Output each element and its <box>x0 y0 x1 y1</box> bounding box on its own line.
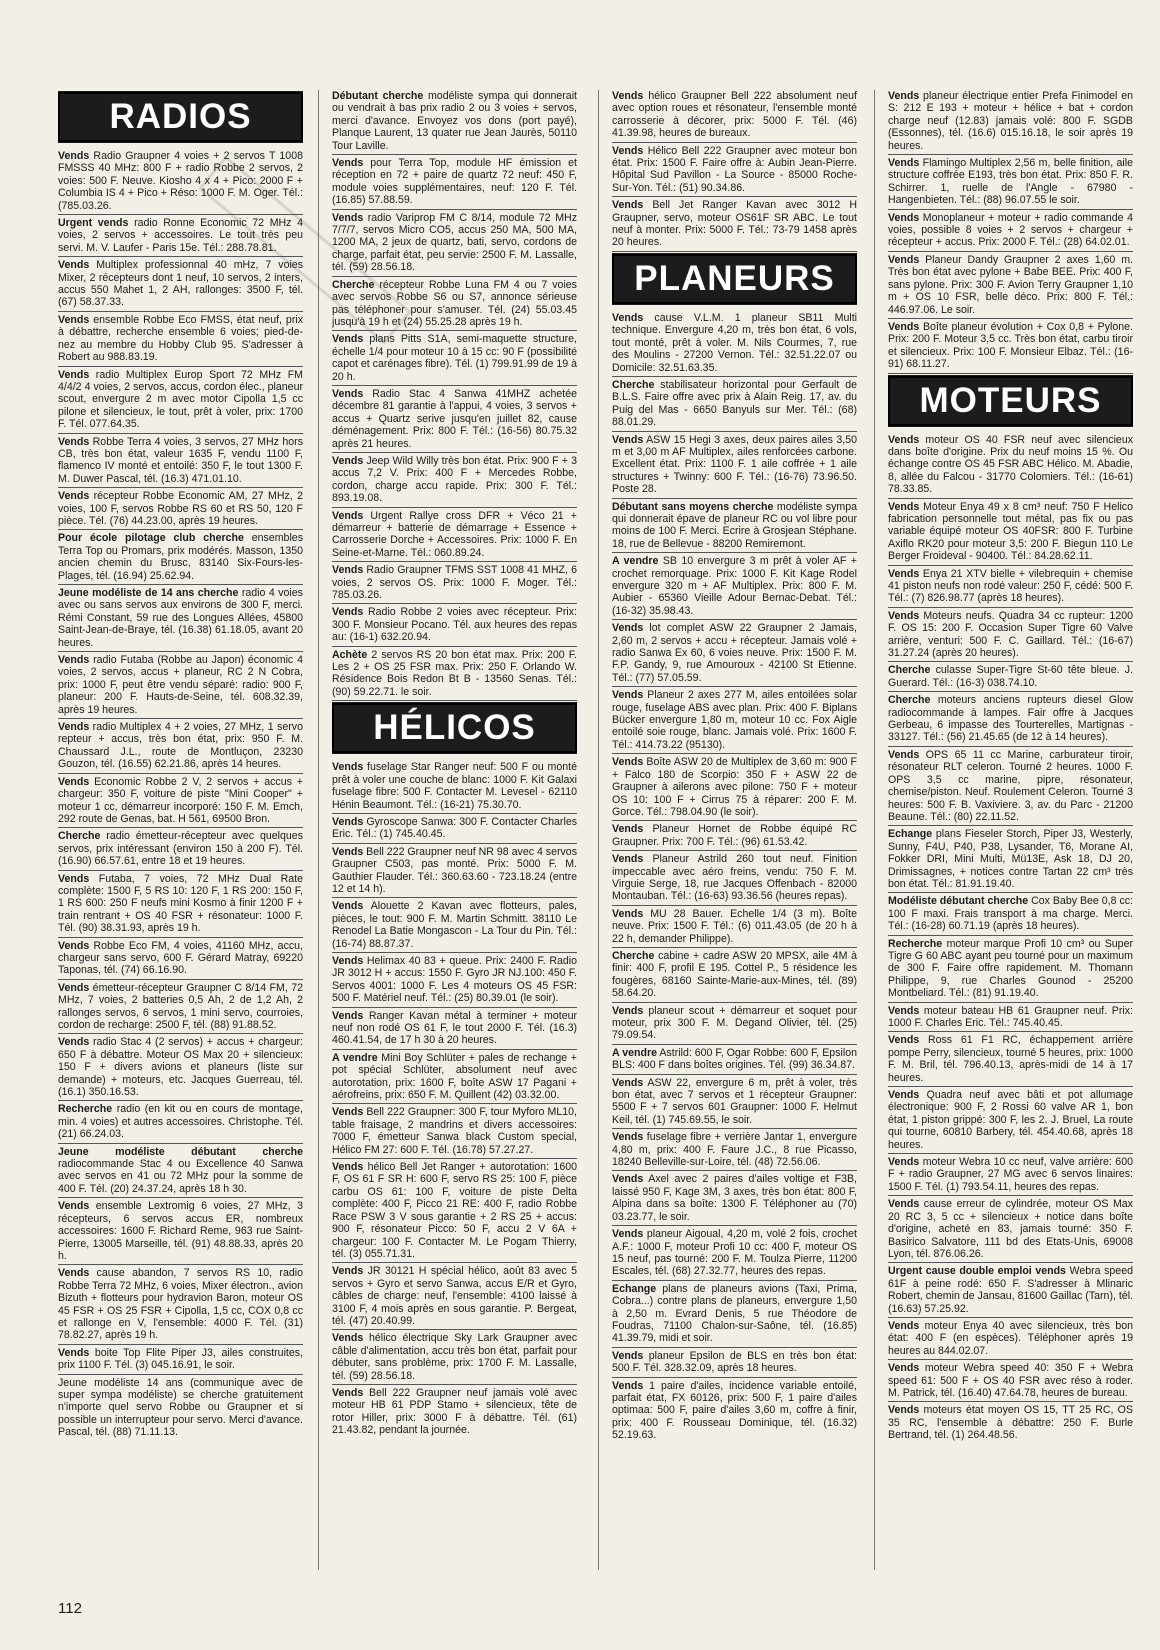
classified-ad <box>612 1283 857 1348</box>
ad-lead: Cherche <box>612 949 655 962</box>
classified-ad <box>332 279 577 332</box>
classified-ad <box>332 761 577 814</box>
ad-text: Boîte ASW 20 de Multiplex de 3,60 m: 900 F + Falco 180 de Scorpio: 350 F + ASW 22 de Graupner à ailerons avec pilone: 750 F + moteur OS 10: 100 F + Cirrus 75 à réparer: 200 F. M. Gorce. Tél.: 798.04.90 (le soir). <box>612 756 857 818</box>
ad-text: Multiplex professionnal 40 mHz, 7 voies Mixer, 2 récepteurs dont 1 neuf, 10 servos, 2 inters, accus 550 Mahet 1, 2 AH, rallonges: 3500 F, tél. (67) 58.37.33. <box>58 259 303 309</box>
ad-text: Radio Stac 4 Sanwa 41MHZ achetée décembre 81 garantie à l'appui, 4 voies, 3 servos + accus + Quartz serive jusqu'en juillet 82, cause déménagement. Prix: 800 F. Tél.: (16-56) 80.75.32 après 21 heures. <box>332 387 577 450</box>
ad-lead: Vends <box>332 1161 364 1174</box>
ad-lead: Vends <box>888 90 920 102</box>
ad-lead: Vends <box>612 199 644 212</box>
ad-lead: Cherche <box>888 664 931 677</box>
ad-text: MU 28 Bauer. Echelle 1/4 (3 m). Boîte neuve. Prix: 1500 F. Tél.: (6) 011.43.05 (de 20 h à 22 h, demander Philippe). <box>612 907 857 945</box>
classified-ad <box>612 434 857 499</box>
classified-ad <box>58 1103 303 1143</box>
ad-text: plans Pitts S1A, semi-maquette structure, échelle 1/4 pour moteur 10 à 15 cc: 90 F (possibilité capot et carénages fibre). Tél. (1) 799.91.99 de 19 à 20 h. <box>332 333 577 383</box>
ad-text: Bell Jet Ranger Kavan avec 3012 H Graupner, servo, moteur OS61F SR ABC. Le tout neuf à monter. Prix: 5000 F. Tél.: 73-79 1458 après 20 heures. <box>612 199 857 249</box>
ad-lead: Vends <box>58 150 90 162</box>
ad-lead: Vends <box>58 1346 90 1359</box>
classified-ad <box>612 1005 857 1045</box>
ad-text: Hélico Bell 222 Graupner avec moteur bon état. Prix: 1500 F. Faire offre à: Aubin Jean-Pierre. Hôpital Sud Pavillon - La Source - 85000 Roche-Sur-Yon. Tél.: (51) 90.34.86. <box>612 144 857 194</box>
ad-text: pour Terra Top, module HF émission et réception en 72 + paire de quartz 72 neuf: 450 F, module voies supplémentaires, neuf: 120 F. Tél. (16.85) 57.88.59. <box>332 157 577 207</box>
classified-ad <box>58 587 303 652</box>
ad-lead: Achète <box>332 648 368 661</box>
classified-ad <box>58 1377 303 1441</box>
classified-ad <box>58 259 303 312</box>
ad-text: moteurs anciens rupteurs diesel Glow radiocommande à lampes. Fair offre à Jacques Gerbeau, 6 impasse des Tourterelles, Martignas - 33127. Tél.: (56) 21.45.65 (de 12 à 14 heures). <box>888 694 1133 744</box>
classified-ad <box>58 1200 303 1265</box>
ad-lead: Vends <box>332 606 364 619</box>
ad-lead: Vends <box>58 368 90 381</box>
classified-ad <box>612 1228 857 1281</box>
section-header: RADIOS <box>58 92 303 142</box>
ad-text: radio émetteur-récepteur avec quelques servos, prix intéressant (environ 150 à 200 F). Tél. (16.90) 66.57.61, entre 18 et 19 heures. <box>58 830 303 868</box>
classified-ad <box>888 1156 1133 1196</box>
classified-ad <box>888 254 1133 319</box>
ad-lead: Vends <box>332 1265 364 1278</box>
ad-text: Moteur Enya 49 x 8 cm³ neuf: 750 F Helico fabrication personnelle tout métal, pas fix ou pas variable équipé moteur OS 40FSR: 800 F. Turbine Axiflo RK20 pour moteur 3,5: 200 F. Biegun 110 Le Berger Froideval - 90400. Tél.: 84.28.62.11. <box>888 500 1133 563</box>
ad-lead: Vends <box>332 761 364 774</box>
ad-text: moteur Enya 40 avec silencieux, très bon état: 400 F (en espèces). Téléphoner après 19 heures au 844.02.07. <box>888 1319 1133 1357</box>
ad-lead: Vends <box>58 490 90 503</box>
classified-ad <box>612 1131 857 1171</box>
ad-lead: Vends <box>888 1404 920 1417</box>
classified-ad <box>58 776 303 829</box>
classified-ad <box>888 1404 1133 1443</box>
ad-lead: Vends <box>612 1228 644 1241</box>
ad-lead: Vends <box>332 845 364 858</box>
ad-lead: Vends <box>888 1034 920 1047</box>
ad-text: boite Top Flite Piper J3, ailes construites, prix 1100 F. Tél. (3) 045.16.91, le soir. <box>58 1346 303 1372</box>
classified-ad <box>888 610 1133 663</box>
ad-text: Helimax 40 83 + queue. Prix: 2400 F. Radio JR 3012 H + accus: 1550 F. Gyro JR NJ.100: 450 F. Servos 4001: 1000 F. Les 4 moteurs OS 45 FSR: 500 F. Matériel neuf. Tél.: (25) 80.39.01 (le soir). <box>332 954 577 1005</box>
classified-ad <box>332 455 577 508</box>
ad-lead: Pour école pilotage club cherche <box>58 532 244 545</box>
ad-text: moteur bateau HB 61 Graupner neuf. Prix: 1000 F. Charles Eric. Tél.: 745.40.45. <box>888 1004 1133 1029</box>
column-2 <box>332 90 577 1570</box>
classified-ad <box>612 199 857 252</box>
classified-ad <box>888 694 1133 747</box>
section-header: MOTEURS <box>888 376 1133 426</box>
ad-text: radio Variprop FM C 8/14, module 72 MHz 7/7/7, servos Micro CO5, accus 250 MA, 500 MA, 1200 MA, 2 jeux de quartz, bati, servo, cordons de charge, parfait état, peu servie: 2500 F. M. Lassalle, tél. (59) 28.56.18. <box>332 211 577 274</box>
ad-lead: Vends <box>888 157 920 170</box>
ad-lead: Vends <box>332 815 364 828</box>
ad-text: hélico Graupner Bell 222 absolument neuf avec option roues et résonateur, l'ensemble monté carrosserie à décorer, prix: 5000 F. Tél. (46) 41.39.98, heures de bureaux. <box>612 90 857 140</box>
classified-ad <box>58 1347 303 1375</box>
ad-text: plans de planeurs avions (Taxi, Prima, Cobra...) contre plans de planeurs, envergure 1,50 à 2,50 m. Evrard Denis, 5 rue Théodore de Foudras, 71100 Chalon-sur-Saône, tél. (16.85) 41.39.79, midi et soir. <box>612 1282 857 1345</box>
ad-lead: Modéliste débutant cherche <box>888 895 1029 908</box>
ad-text: Alouette 2 Kavan avec flotteurs, pales, pièces, le tout: 900 F. M. Martin Schmitt. 38110 Le Renodel La Batie Mongascon - La Tour du Pin. Tél.: (16-74) 88.87.37. <box>332 900 577 950</box>
classified-ad <box>612 853 857 906</box>
ad-lead: Vends <box>58 259 90 272</box>
classified-ad <box>612 379 857 432</box>
ad-text: cause V.L.M. 1 planeur SB11 Multi technique. Envergure 4,20 m, très bon état, 6 vols, tout monté, prêt à voler. M. Nils Courmes, 7, rue des Moulins - 27200 Vernon. Tél.: 32.51.22.07 ou Domicile: 32.51.63.35. <box>612 311 857 374</box>
ad-lead: Vends <box>888 609 920 622</box>
ad-lead: Cherche <box>612 378 655 391</box>
ad-lead: Vends <box>888 1156 920 1169</box>
ad-text: fuselage Star Ranger neuf: 500 F ou monté prêt à voler une couche de blanc: 1000 F. Kit Galaxi fuselage fibre: 500 F. Contacter M. Levesel - 62110 Hénin Beaumont. Tél.: (16-21) 75.30.70. <box>332 761 577 811</box>
ad-text: Robbe Eco FM, 4 voies, 41160 MHz, accu, chargeur sans servo, 600 F. Gérard Matray, 69220 Taponas, tél. (74) 66.16.90. <box>58 939 303 977</box>
section-header: HÉLICOS <box>332 703 577 753</box>
ad-lead: Vends <box>58 721 90 734</box>
classified-ad <box>888 434 1133 499</box>
column-divider <box>598 90 599 1570</box>
ad-text: radio 4 voies avec ou sans servos aux environs de 300 F, merci. Rémi Constant, 59 rue des Longues Allées, 45800 Saint-Jean-de-Braye, tél. (16.38) 61.18.05, avant 20 heures. <box>58 587 303 649</box>
classified-ad <box>58 982 303 1035</box>
ad-lead: Vends <box>332 1009 364 1022</box>
ad-lead: Vends <box>612 90 644 102</box>
ad-lead: Vends <box>612 433 644 446</box>
classified-ad <box>332 816 577 844</box>
ad-lead: Vends <box>58 1200 90 1213</box>
classified-ad <box>332 1161 577 1263</box>
ad-text: OPS 65 11 cc Marine, carburateur tiroir, résonateur RLT celeron. Tourné 2 heures. 1000 F. OPS 3,5 cc marine, pipre, résonateur, chemise/piston. Neuf. Roulement Celeron. Tourné 3 heures: 500 F. B. Vaxiviere. 3, av. du Parc - 21200 Beaune. Tél.: (80) 22.11.52. <box>888 748 1133 823</box>
classified-ad <box>612 1350 857 1378</box>
ad-lead: Echange <box>612 1282 657 1295</box>
ad-text: Axel avec 2 paires d'ailes voltige et F3B, laissé 950 F, Kage 3M, 3 axes, très bon état: 800 F, Alpina dans sa boîte: 1300 F. Téléphoner au (70) 03.23.77, le soir. <box>612 1173 857 1223</box>
ad-lead: Vends <box>612 311 644 324</box>
ad-text: Robbe Terra 4 voies, 3 servos, 27 MHz hors CB, très bon état, valeur 1635 F, vendu 1100 F, flamenco IV monté et entoilé: 350 F, le tout 1300 F. M. Duwer Pascal, tél. (16.3) 471.01.10. <box>58 435 303 485</box>
ad-lead: Débutant sans moyens cherche <box>612 500 774 513</box>
classified-ad <box>58 1146 303 1199</box>
classified-ad <box>332 1265 577 1330</box>
ad-text: ASW 22, envergure 6 m, prêt à voler, très bon état, avec 7 servos et 1 récepteur Graupner: 5500 F + 7 servos 601 Graupner: 1000 F. Helmut Keil, tél. (1) 745.69.55, le soir. <box>612 1076 857 1126</box>
ad-text: modéliste sympa qui donnerait ou vendrait à bas prix radio 2 ou 3 voies + servos, merci d'avance. Envoyez vos dons (port payé), Planque Laurent, 13 quater rue Jean Jaurès, 50110 Tour Laville. <box>332 90 577 152</box>
ad-lead: Jeune modéliste débutant cherche <box>58 1145 303 1158</box>
ad-lead: Vends <box>888 1089 920 1102</box>
ad-text: Mini Boy Schlüter + pales de rechange + pot spécial Schlüter, absolument neuf avec autorotation, prix: 1600 F, boîte ASW 17 Pagani + aérofreins, prix: 650 F. M. Quillent (42) 03.32.00. <box>332 1051 577 1102</box>
ad-lead: A vendre <box>612 555 659 568</box>
classified-ad <box>332 333 577 386</box>
ad-text: Monoplaneur + moteur + radio commande 4 voies, possible 8 voies + 2 servos + chargeur + récepteur + accus. Prix: 2000 F. Tél.: (28) 64.02.01. <box>888 211 1133 249</box>
ad-lead: Vends <box>612 1173 644 1186</box>
ad-text: ensembles Terra Top ou Promars, prix modérés. Masson, 1350 ancien chemin du Brusc, 83140 Six-Fours-les-Plages, tél. (16.94) 25.62.94. <box>58 532 303 582</box>
ad-text: Economic Robbe 2 V, 2 servos + accus + chargeur: 350 F, voiture de piste "Mini Cooper" + moteur 1 cc, démarreur incorporé: 150 F. M. Emch, 292 route de Genas, bat. H 561, 69500 Bron. <box>58 775 303 825</box>
classified-ad <box>888 828 1133 893</box>
classified-ad <box>332 1387 577 1439</box>
ad-lead: Vends <box>58 654 90 667</box>
ad-text: Planeur 2 axes 277 M, ailes entoilées solar rouge, fuselage ABS avec plan. Prix: 400 F. Biplans Bücker envergure 1,80 m, moteur 10 cc. Fox Aigle entoilé soie rouge, blanc. Jamais volé. Prix: 1600 F. Tél.: 414.73.22 (95130). <box>612 689 857 751</box>
classified-ad <box>888 1320 1133 1360</box>
ad-text: moteur OS 40 FSR neuf avec silencieux dans boîte d'origine. Prix du neuf moins 15 %. Ou échange contre OS 45 FSR ABC Hélico. M. Abadie, 8, allée du Falcou - 31770 Colomiers. Tél.: (16-61) 78.33.85. <box>888 433 1133 496</box>
ad-text: Jeune modéliste 14 ans (communique avec de super sympa modéliste) se cherche gratuitement n'importe quel servo Robbe ou Graupner et si possible un interrupteur pour servo. Merci d'avance. Pascal, tél. (88) 71.11.13. <box>58 1376 303 1439</box>
ad-text: moteur Webra 10 cc neuf, valve arrière: 600 F + radio Graupner, 27 MG avec 6 servos linaires: 1500 F. Tél. (1) 793.54.11, heures des repas. <box>888 1156 1133 1193</box>
classified-ad <box>58 150 303 215</box>
classified-ad <box>612 312 857 377</box>
ad-text: ASW 15 Hegi 3 axes, deux paires ailes 3,50 m et 3,00 m AF Multiplex, ailes renforcées carbone. Excellent état. Prix: 1100 F. 1 aile coffrée + 1 aile structures + Twinny: 600 F. Tél.: (16-76) 73.96.50. Poste 28. <box>612 433 857 496</box>
classified-ad <box>612 145 857 198</box>
ad-lead: Cherche <box>58 830 101 843</box>
ad-lead: Urgent cause double emploi vends <box>888 1265 1066 1278</box>
ad-text: radio Stac 4 (2 servos) + accus + chargeur: 650 F à débattre. Moteur OS Max 20 + silencieux: 150 F + divers avions et planeurs (liste sur demande) + moteurs, etc. Jacques Guerreau, tél. (16.1) 350.16.53. <box>58 1036 303 1099</box>
classified-ad <box>58 873 303 938</box>
ad-lead: Vends <box>332 1386 364 1399</box>
ad-lead: Vends <box>888 567 920 580</box>
classified-ad <box>332 1106 577 1159</box>
ad-text: Ranger Kavan métal à terminer + moteur neuf non rodé OS 61 F, le tout 2000 F. Tél. (16.3) 460.41.54, de 17 h 30 à 20 heures. <box>332 1009 577 1047</box>
ad-text: Boîte planeur évolution + Cox 0,8 + Pylone. Prix: 200 F. Moteur 3,5 cc. Très bon état, carbu tiroir et silencieux. Prix: 100 F. Monsieur Elbaz. Tél.: (16-91) 68.11.27. <box>888 320 1133 371</box>
classified-ad <box>612 908 857 948</box>
ad-lead: Jeune modéliste de 14 ans cherche <box>58 587 239 599</box>
ad-text: SB 10 envergure 3 m prêt à voler AF + crochet remorquage. Prix: 1000 F. Kit Kage Rodel envergure 320 m + AF Multiplex. Prix: 800 F. M. Aubier - 65360 Vieille Adour Bernac-Debat. Tél.: (16-32) 35.98.43. <box>612 555 857 617</box>
classified-ad <box>612 501 857 554</box>
column-1 <box>58 90 303 1570</box>
ad-text: récepteur Robbe Luna FM 4 ou 7 voies avec servos Robbe S6 ou S7, annonce sérieuse pas téléphoner pour s'amuser. Tél. (24) 55.03.45 jusqu'à 19 h et (24) 55.25.28 après 19 h. <box>332 278 577 328</box>
classified-ad <box>888 157 1133 210</box>
ad-lead: Vends <box>888 1362 920 1375</box>
ad-text: Urgent Rallye cross DFR + Véco 21 + démarreur + batterie de démarrage + Essence + Carrosserie Dorche + Accessoires. Prix: 1000 F. En Seine-et-Marne. Tél.: 060.89.24. <box>332 509 577 559</box>
ad-text: cabine + cadre ASW 20 MPSX, aile 4M à finir: 400 F, profil E 195. Cottel P., 5 résidence les fougères, 68160 Sainte-Marie-aux-Mines, tél. (89) 58.64.20. <box>612 949 857 1000</box>
ad-lead: A vendre <box>612 1046 657 1059</box>
classified-ad <box>888 568 1133 608</box>
ad-lead: Vends <box>332 1332 364 1345</box>
column-3 <box>612 90 857 1570</box>
column-divider <box>874 90 875 1570</box>
classified-ad <box>332 1332 577 1385</box>
classified-ad <box>58 436 303 489</box>
ad-lead: Vends <box>332 1106 364 1119</box>
column-4 <box>888 90 1133 1570</box>
ad-lead: Vends <box>58 1036 90 1049</box>
ad-lead: Echange <box>888 828 933 841</box>
ad-text: lot complet ASW 22 Graupner 2 Jamais, 2,60 m, 2 servos + accu + récepteur. Jamais volé + radio Sanwa Ex 60, 6 voies neuve. Prix: 1500 F. M. F.P. Gandy, 9, rue Amouroux - 42100 St Etienne. Tél.: (77) 57.05.59. <box>612 622 857 684</box>
ad-lead: Vends <box>332 900 364 913</box>
classified-ad <box>58 721 303 774</box>
ad-text: plans Fieseler Storch, Piper J3, Westerly, Sunny, F4U, P40, P38, Lysander, T6, Morane AI, Fokker DRI, Mini Multi, Mü13E, Ask 18, DJ 20, Drimissagnes, + notices contre Tartan 22 cm³ très bon état. Tél.: 81.91.19.40. <box>888 828 1133 890</box>
classified-ad <box>888 501 1133 566</box>
classified-ad <box>612 1077 857 1130</box>
ad-text: 2 servos RS 20 bon état max. Prix: 200 F. Les 2 + OS 25 FSR max. Prix: 250 F. Orlando W. Résidence Bois Redon Bt B - 13560 Senas. Tél.: (90) 59.22.71. le soir. <box>332 648 577 698</box>
ad-lead: Urgent vends <box>58 217 129 230</box>
ad-text: Enya 21 XTV bielle + vilebrequin + chemise 41 piston neufs non rodé valeur: 250 F, cédé: 500 F. Tél.: (7) 826.98.77 (après 18 heures). <box>888 567 1133 605</box>
classified-ad <box>332 510 577 563</box>
ad-text: Bell 222 Graupner: 300 F, tour Myforo ML10, table fraisage, 2 mandrins et divers accessoires: 7000 F, émetteur Sanwa black Custom special, Hélico FM 27: 600 F. Tél. (16.78) 57.27.27. <box>332 1106 577 1156</box>
ad-text: planeur Aigoual, 4,20 m, volé 2 fois, crochet A.F.: 1000 F, moteur Profi 10 cc: 400 F, moteur OS 15 neuf, pas tourné: 200 F. M. Toulza Pierre, 11200 Escales, tél. (68) 27.32.77, heures des repas. <box>612 1228 857 1278</box>
ad-text: Cox Baby Bee 0,8 cc: 100 F maxi. Frais transport à ma charge. Merci. Tél.: (16-28) 60.71.19 (après 18 heures). <box>888 895 1133 933</box>
ad-lead: Vends <box>332 954 364 967</box>
ad-text: modéliste sympa qui donnerait épave de planeur RC ou vol libre pour moins de 100 F. Merci. Ecrire à Grosjean Stéphane. 18, rue de Bellevue - 88200 Remiremont. <box>612 500 857 550</box>
ad-lead: Vends <box>888 748 920 761</box>
ad-text: planeur Epsilon de BLS en très bon état: 500 F. Tél. 328.32.09, après 18 heures. <box>612 1349 857 1375</box>
classified-ad <box>888 1089 1133 1154</box>
ad-lead: Vends <box>612 622 644 635</box>
ad-lead: Vends <box>612 144 644 157</box>
classified-ad <box>332 90 577 155</box>
classified-ad <box>332 606 577 646</box>
ad-lead: Vends <box>888 320 920 333</box>
classified-ad <box>332 1010 577 1050</box>
ad-text: hélico électrique Sky Lark Graupner avec câble d'alimentation, accu très bon état, parfait pour débuter, sans problème, prix: 1700 F. M. Lassalle, tél. (59) 28.56.18. <box>332 1332 577 1382</box>
ad-text: cause abandon, 7 servos RS 10, radio Robbe Terra 72 MHz, 6 voies, Mixer électron., avion Bizuth + flotteurs pour hydravion Baron, moteur OS 45 FSR + OS 25 FSR + Cipolla, 1,5 cc, COX 0,8 cc et rallonge en V, l'ensemble: 4000 F. Tél. (31) 78.82.27, après 19 h. <box>58 1267 303 1342</box>
ad-lead: Vends <box>332 454 364 467</box>
ad-text: Astrild: 600 F, Ogar Robbe: 600 F, Epsilon BLS: 400 F dans boîtes origines. Tél. (99) 36.34.87. <box>612 1046 857 1072</box>
ad-lead: Vends <box>612 907 644 920</box>
ad-lead: Vends <box>612 823 644 836</box>
classified-ad <box>58 830 303 870</box>
ad-text: ensemble Robbe Eco FMSS, état neuf, prix à débattre, recherche ensemble 6 voies; pied-de-nez au membre du Hobby Club 95. S'adresser à Robert au 988.83.19. <box>58 313 303 364</box>
classified-ad <box>332 388 577 453</box>
ad-text: Radio Graupner 4 voies + 2 servos T 1008 FMSSS 40 MHz: 800 F + radio Robbe 2 servos, 2 voies: 500 F. Neuve. Kiosho 4 x 4 + Pico: 2000 F + Columbia IS 4 + Pico + Réso: 1000 F. M. Oger. Tél.: (785.03.26. <box>58 150 303 212</box>
ad-lead: Vends <box>332 333 364 346</box>
ad-text: Planeur Hornet de Robbe équipé RC Graupner. Prix: 700 F. Tél.: (96) 61.53.42. <box>612 823 857 848</box>
ad-text: culasse Super-Tigre St-60 tête bleue. J. Guerard. Tél.: (16-3) 038.74.10. <box>888 664 1133 689</box>
ad-text: Radio Robbe 2 voies avec récepteur. Prix: 300 F. Monsieur Pocano. Tél. aux heures des repas au: (16-1) 632.20.94. <box>332 606 577 644</box>
classified-ad <box>888 1198 1133 1263</box>
ad-lead: Cherche <box>332 278 375 291</box>
ad-lead: Recherche <box>888 937 943 950</box>
classified-ad <box>58 1267 303 1344</box>
classified-ad <box>612 1047 857 1075</box>
ad-text: planeur scout + démarreur et soquet pour moteur, prix 300 F. M. Degand Olivier, tél. (25) 79.09.54. <box>612 1004 857 1042</box>
classified-ad <box>612 689 857 754</box>
classified-ad <box>58 490 303 530</box>
ad-text: Gyroscope Sanwa: 300 F. Contacter Charles Eric. Tél.: (1) 745.40.45. <box>332 815 577 841</box>
ad-lead: Vends <box>332 157 364 170</box>
classified-ad <box>612 90 857 143</box>
classified-ad <box>612 950 857 1003</box>
ad-text: radio (en kit ou en cours de montage, min. 4 voies) et autres accessoires. Christophe. Tél. (21) 66.24.03. <box>58 1103 303 1141</box>
classified-ad <box>612 1173 857 1226</box>
classified-ad <box>332 649 577 702</box>
ad-text: moteur Webra speed 40: 350 F + Webra speed 61: 500 F + OS 40 FSR avec réso à roder. M. Patrick, tél. (16.40) 47.64.78, heures de bureau. <box>888 1362 1133 1399</box>
classified-ad <box>332 564 577 604</box>
ad-text: Radio Graupner TFMS SST 1008 41 MHZ, 6 voies, 2 servos OS. Prix: 1000 F. Moger. Tél.: 785.03.26. <box>332 564 577 602</box>
ad-text: Planeur Dandy Graupner 2 axes 1,60 m. Très bon état avec pylone + Babe BEE. Prix: 400 F, sans pylone. Prix: 300 F. Avion Terry Graupner 1,10 m + OS 10 FSR, belle déco. Prix: 800 F. Tél.: 446.97.06. Le soir. <box>888 253 1133 316</box>
ad-text: Bell 222 Graupner neuf jamais volé avec moteur HB 61 PDP Stamo + silencieux, tête de rotor Hiller, prix: 3000 F à débattre. Tél. (61) 21.43.82, pendant la journée. <box>332 1386 577 1437</box>
classified-ad <box>888 895 1133 935</box>
classified-ad <box>612 823 857 851</box>
classified-ad <box>612 1380 857 1444</box>
ad-lead: Vends <box>888 211 920 224</box>
ad-text: Flamingo Multiplex 2,56 m, belle finition, aile structure coffrée E193, très bon état. Prix: 850 F. R. Schirrer. 1, ruelle de l'Angle - 67980 - Hangenbieten. Tél.: (88) 96.07.55 le soir. <box>888 157 1133 207</box>
ad-lead: Vends <box>58 1267 90 1280</box>
ad-lead: Recherche <box>58 1103 113 1116</box>
classified-ad <box>888 1265 1133 1318</box>
ad-text: ensemble Lextromig 6 voies, 27 MHz, 3 récepteurs, 6 servos accus ER, nombreux accessoires: 1600 F. Richard Reme, 963 rue Saint-Pierre, 13005 Marseille, tél. (91) 48.88.33, après 20 h. <box>58 1200 303 1262</box>
ad-text: radio Multiplex Europ Sport 72 MHz FM 4/4/2 4 voies, 2 servos, accus, cordon élec., planeur scout, envergure 2 m avec motor Cipolla 1,5 cc pilone et silencieux, le tout, prêt à voler, prix: 1700 F. Tél. 077.64.35. <box>58 368 303 431</box>
ad-text: Futaba, 7 voies, 72 MHz Dual Rate complète: 1500 F, 5 RS 10: 120 F, 1 RS 200: 150 F, 1 RS 600: 250 F neufs mini Kosmo à finir 1200 F + train rentrant + OS 40 FSR + résonateur: 1000 F. Tél. (90) 38.31.93, après 19 h. <box>58 872 303 935</box>
ad-lead: Vends <box>58 939 90 952</box>
classified-ad <box>612 622 857 687</box>
ad-lead: Vends <box>612 1379 644 1392</box>
ad-text: 1 paire d'ailes, incidence variable entoilé, parfait état, FX 60126, prix: 500 F, 1 paire d'ailes optimaa: 500 F, paire d'ailes 3,60 m, coffre à finir, prix: 400 F. Rousseau Dominique, tél. (16.32) 52.19.63. <box>612 1379 857 1442</box>
ad-lead: Vends <box>332 211 364 224</box>
classified-ad <box>58 940 303 980</box>
ad-lead: Vends <box>58 872 90 885</box>
classified-ad <box>612 555 857 620</box>
classified-ad <box>888 1005 1133 1033</box>
ad-text: radio Ronne Economic 72 MHz 4 voies, 2 servos + accessoires. Le tout très peu servi. M. V. Laufer - Paris 15e. Tél.: 288.78.81. <box>58 217 303 254</box>
classified-ad <box>332 846 577 899</box>
classified-ad <box>58 369 303 434</box>
ad-lead: Vends <box>888 253 920 266</box>
ad-lead: Cherche <box>888 694 931 707</box>
ad-text: radio Futaba (Robbe au Japon) économic 4 voies, 2 servos, accus + planeur, RC 2 N Cobra, prix: 1000 F, peut être vendu séparé: radio: 900 F, planeur: 200 F. Hauts-de-Seine, tél. 608.32.39, après 19 heures. <box>58 654 303 716</box>
classified-ad <box>58 314 303 367</box>
ad-lead: A vendre <box>332 1051 378 1064</box>
ad-lead: Débutant cherche <box>332 90 424 102</box>
ad-lead: Vends <box>332 387 364 400</box>
classified-ad <box>612 756 857 821</box>
ad-text: fuselage fibre + verrière Jantar 1, envergure 4,80 m, prix: 400 F. Faure J.C., 8 rue Picasso, 18240 Belleville-sur-Loire, tél. (48) 72.56.06. <box>612 1131 857 1169</box>
classified-ad <box>332 955 577 1008</box>
ad-lead: Vends <box>612 853 644 866</box>
ad-lead: Vends <box>58 435 90 448</box>
page-number: 112 <box>58 1600 82 1617</box>
ad-lead: Vends <box>58 981 90 994</box>
classified-ad <box>888 664 1133 692</box>
ad-lead: Vends <box>612 1349 644 1362</box>
classified-ad <box>888 938 1133 1003</box>
ad-text: Ross 61 F1 RC, échappement arrière pompe Perry, silencieux, tourné 5 heures, prix: 1000 F. M. Bril, tél. 796.40.13, après-midi de 14 à 17 heures. <box>888 1034 1133 1084</box>
ad-lead: Vends <box>612 1004 644 1017</box>
classified-ad <box>888 1034 1133 1087</box>
ad-text: radiocommande Stac 4 ou Excellence 40 Sanwa avec servos en 41 ou 72 MHz pour la somme de 400 F. Tél. (20) 24.37.24, après 18 h 30. <box>58 1158 303 1195</box>
ad-text: Jeep Wild Willy très bon état. Prix: 900 F + 3 accus 7,2 V. Prix: 400 F + Mercedes Robbe, cordon, charge accu rapide. Prix: 300 F. Tél.: 893.19.08. <box>332 454 577 505</box>
classified-ad <box>58 1036 303 1101</box>
ad-lead: Vends <box>612 1131 644 1144</box>
ad-lead: Vends <box>612 689 644 702</box>
ad-text: Webra speed 61F à peine rodé: 650 F. S'adresser à Mlinaric Robert, chemin de Jansau, 81600 Gaillac (Tarn), tél. (16.63) 57.25.92. <box>888 1265 1133 1315</box>
ad-lead: Vends <box>332 509 364 522</box>
ad-text: récepteur Robbe Economic AM, 27 MHz, 2 voies, 100 F, servos Robbe RS 60 et RS 50, 120 F pièce. Tél. (76) 44.23.00, après 19 heures. <box>58 490 303 527</box>
ad-lead: Vends <box>332 564 364 577</box>
classified-ad <box>58 532 303 585</box>
ad-text: Quadra neuf avec bâti et pot allumage électronique: 900 F, 2 Rossi 60 valve AR 1, bon état, 1 piston grippé: 300 F, les 2. J. Bruel, La route qui tourne, 60810 Barbery, tél. 454.40.68, après 18 heures. <box>888 1089 1133 1151</box>
section-header: PLANEURS <box>612 254 857 304</box>
ad-lead: Vends <box>58 313 90 326</box>
classified-ad <box>332 900 577 953</box>
ad-text: JR 30121 H spécial hélico, août 83 avec 5 servos + Gyro et servo Sanwa, accus E/R et Gyro, câbles de charge: neuf, l'ensemble: 4100 laissé à 3100 F, 4 mois après en sous garantie. P. Bergeat, tél. (47) 20.40.99. <box>332 1265 577 1327</box>
ad-lead: Vends <box>888 500 920 513</box>
classified-ad <box>888 90 1133 155</box>
ad-text: Planeur Astrild 260 tout neuf. Finition impeccable avec aéro freins, vendu: 750 F. M. Virguie Serge, 18, rue Jacques Offenbach - 82000 Montauban. Tél.: (16-63) 93.36.56 (heures repas). <box>612 853 857 903</box>
ad-lead: Vends <box>888 433 920 446</box>
classified-ad <box>58 654 303 719</box>
ad-text: moteur marque Profi 10 cm³ ou Super Tigre G 60 ABC ayant peu tourné pour un maximum de 300 F. Faire offre rapidement. M. Thomann Philippe, 9, rue Charles Gounod - 25200 Montbeliard. Tél.: (81) 91.19.40. <box>888 937 1133 1000</box>
ad-lead: Vends <box>888 1198 920 1211</box>
classified-ad <box>58 217 303 257</box>
ad-lead: Vends <box>612 1076 644 1089</box>
ad-lead: Vends <box>612 756 644 769</box>
ad-lead: Vends <box>58 775 90 788</box>
ad-text: planeur électrique entier Prefa Finimodel en S: 212 E 193 + moteur + hélice + bat + cordon charge neuf (12.83) jamais volé: 800 F. SGDB (Essonnes), tél. (16.6) 015.16.18, le soir après 19 heures. <box>888 90 1133 152</box>
classified-ad <box>332 157 577 210</box>
ad-text: stabilisateur horizontal pour Gerfault de B.L.S. Faire offre avec prix à Alain Reig. 17, av. du Puig del Mas - 6650 Banyuls sur Mer. Tél.: (68) 88.01.29. <box>612 378 857 429</box>
ad-lead: Vends <box>888 1004 920 1017</box>
classified-ad <box>888 1362 1133 1402</box>
classified-ad <box>888 212 1133 252</box>
classified-ad <box>888 749 1133 826</box>
ad-text: émetteur-récepteur Graupner C 8/14 FM, 72 MHz, 7 voies, 2 batteries 0,5 Ah, 2 de 1,2 Ah, 2 rallonges servos, 6 servos, 1 mini servo, courroies, cordon de recharge: 2500 F, tél. (88) 91.88.52. <box>58 981 303 1031</box>
ad-lead: Vends <box>888 1319 920 1332</box>
classified-ad <box>888 321 1133 374</box>
column-divider <box>318 90 319 1570</box>
ad-text: Bell 222 Graupner neuf NR 98 avec 4 servos Graupner C503, pas monté. Prix: 5000 F. M. Gauthier Flauder. Tél.: 360.63.60 - 723.18.24 (entre 12 et 14 h). <box>332 845 577 895</box>
classified-ad <box>332 1052 577 1105</box>
classified-ad <box>332 212 577 277</box>
ad-text: Moteurs neufs. Quadra 34 cc rupteur: 1200 F. OS 15: 200 F. Occasion Super Tigre 60 Valve arrière, venturi: 500 F. C. Gaillard. Tél.: (16-67) 31.27.24 (après 20 heures). <box>888 609 1133 660</box>
ad-text: hélico Bell Jet Ranger + autorotation: 1600 F, OS 61 F SR H: 600 F, servo RS 25: 100 F, pièce carbu OS 61: 100 F, voiture de piste Delta complète: 400 F, Picco 21 RE: 400 F, radio Robbe Race PSW 3 V sous garantie + 2 RS 25 + accus: 900 F, résonateur Picco: 50 F, accu 2 V 6A + chargeur: 100 F. Contacter M. Le Pogam Thierry, tél. (3) 055.71.31. <box>332 1161 577 1260</box>
ad-text: radio Multiplex 4 + 2 voies, 27 MHz, 1 servo repteur + accus, très bon état, prix: 950 F. M. Chaussard J.L., route de Montluçon, 23230 Gouzon, tél. (16.55) 62.21.86, après 14 heures. <box>58 721 303 771</box>
ad-text: cause erreur de cylindrée, moteur OS Max 20 RC 3, 5 cc + silencieux + notice dans boîte d'origine, acheté en 83, jamais tourné: 350 F. Basirico Salvatore, 111 bd des Etats-Unis, 69008 Lyon, tél. 876.06.26. <box>888 1198 1133 1260</box>
ad-text: moteurs état moyen OS 15, TT 25 RC, OS 35 RC, l'ensemble à débattre: 250 F. Burle Bertrand, tél. (1) 264.48.56. <box>888 1404 1133 1442</box>
